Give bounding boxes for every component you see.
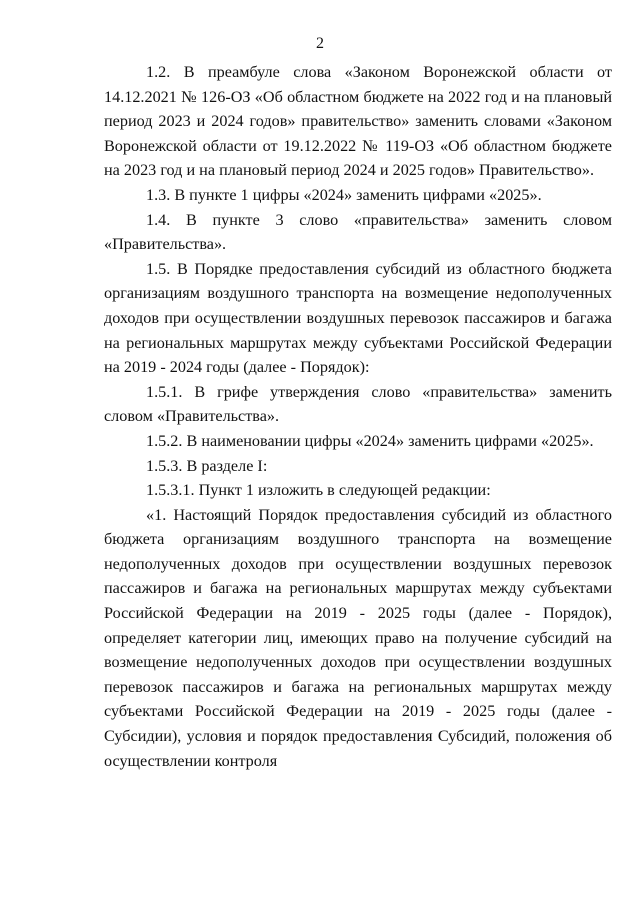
paragraph-1-5: 1.5. В Порядке предоставления субсидий из областного бюджета организациям воздушного транспорта на возмещение недополученных доходов при осуществлении воздушных перевозок пассажиров и багажа на региональных маршрутах между субъектами Российской Федерации на 2019 - 2024 годы (далее - Порядок): bbox=[104, 259, 612, 377]
page-number: 2 bbox=[316, 35, 324, 52]
paragraph-1-5-1: 1.5.1. В грифе утверждения слово «правительства» заменить словом «Правительства». bbox=[104, 382, 612, 426]
paragraph-1-5-3-1: 1.5.3.1. Пункт 1 изложить в следующей редакции: bbox=[146, 481, 491, 500]
paragraph-1-5-3: 1.5.3. В разделе I: bbox=[146, 456, 268, 475]
paragraph-1-2: 1.2. В преамбуле слова «Законом Воронежской области от 14.12.2021 № 126-ОЗ «Об областном бюджете на 2022 год и на плановый период 2023 и 2024 годов» правительство» заменить словами «Законом Воронежской области от 19.12.2022 № 119-ОЗ «Об областном бюджете на 2023 год и на плановый период 2024 и 2025 годов» Правительство». bbox=[104, 63, 612, 180]
document-body bbox=[104, 60, 612, 773]
paragraph-1-5-2: 1.5.2. В наименовании цифры «2024» заменить цифрами «2025». bbox=[146, 431, 594, 450]
paragraph-quote-1: «1. Настоящий Порядок предоставления субсидий из областного бюджета организациям воздушного транспорта на возмещение недополученных доходов при осуществлении воздушных перевозок пассажиров и багажа на региональных маршрутах между субъектами Российской Федерации на 2019 - 2025 годы (далее - Порядок), определяет категории лиц, имеющих право на получение субсидий на возмещение недополученных доходов при осуществлении воздушных перевозок пассажиров и багажа на региональных маршрутах между субъектами Российской Федерации на 2019 - 2025 годы (далее - Субсидии), условия и порядок предоставления Субсидий, положения об осуществлении контроля bbox=[104, 505, 612, 770]
paragraph-1-4: 1.4. В пункте 3 слово «правительства» заменить словом «Правительства». bbox=[104, 210, 612, 254]
paragraph-1-3: 1.3. В пункте 1 цифры «2024» заменить цифрами «2025». bbox=[146, 185, 542, 204]
